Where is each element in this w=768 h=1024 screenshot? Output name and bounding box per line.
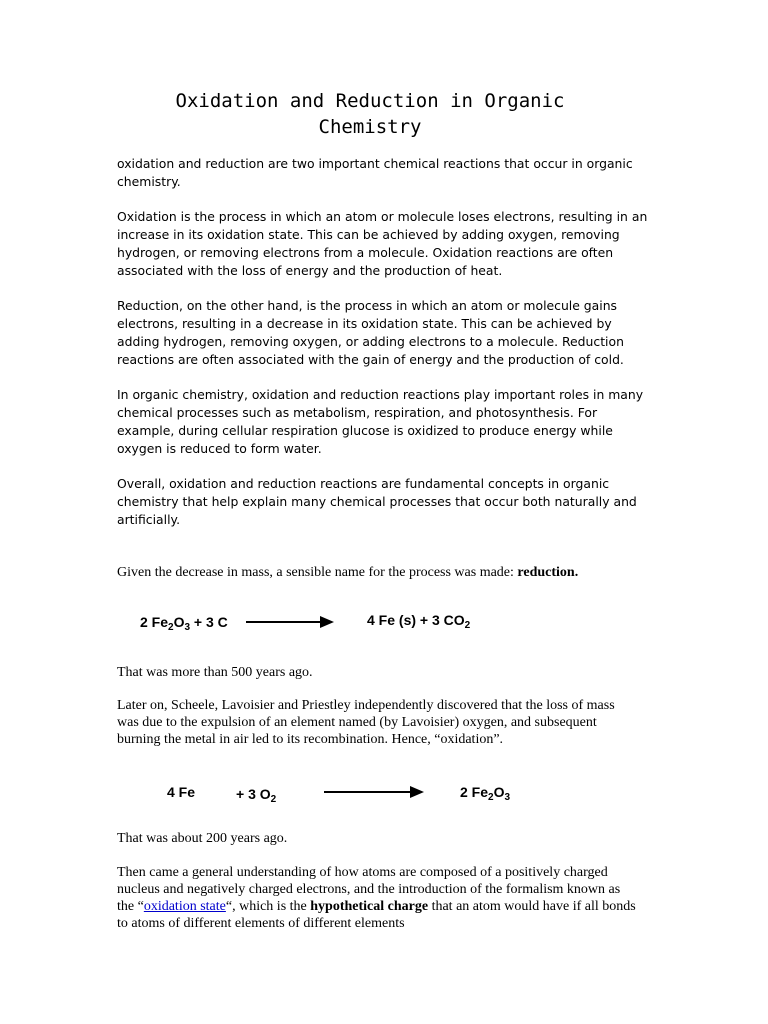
final-para-end: that an atom would have if all bonds to atoms of different elements of different elements — [117, 899, 636, 931]
paragraph-oxidation: Oxidation is the process in which an atom or molecule loses electrons, resulting in an increase in its oxidation state. This can be achieved by adding oxygen, removing hydrogen, or removing electrons from a molecule. Oxidation reactions are often associated with the loss of energy and the production of heat. — [117, 209, 648, 278]
final-para-mid: “, which is the — [225, 899, 311, 914]
eq2-sub-1: 2 — [488, 792, 494, 803]
reduction-term: reduction. — [517, 565, 579, 580]
eq1-co2-sub: 2 — [464, 620, 471, 631]
eq2-fe: 2 Fe — [460, 784, 489, 800]
eq2-sub-2: 3 — [504, 792, 511, 803]
final-para-start: Then came a general understanding of how atoms are composed of a positively charged nucleus and negatively charged electrons, and the introduction of the formalism known as the “ — [117, 865, 621, 914]
paragraph-reduction: Reduction, on the other hand, is the process in which an atom or molecule gains electrons, resulting in a decrease in its oxidation state. This can be achieved by adding hydrogen, removing oxygen, or adding electrons to a molecule. Reduction reactions are often associated with the gain of energy and the production of cold. — [117, 298, 624, 367]
eq1-products-text: 4 Fe (s) + 3 CO — [367, 612, 465, 628]
eq1-sub-2: 3 — [184, 622, 191, 633]
equation-2-iron: 4 Fe — [167, 784, 196, 800]
equation-2-oxygen — [236, 786, 277, 805]
eq1-o: O — [173, 614, 185, 630]
reduction-intro-text: Given the decrease in mass, a sensible name for the process was made: — [117, 565, 518, 580]
eq1-carbon: + 3 C — [190, 614, 228, 630]
paragraph-intro: oxidation and reduction are two important chemical reactions that occur in organic chemistry. — [117, 156, 633, 189]
paragraph-scheele: Later on, Scheele, Lavoisier and Priestley independently discovered that the loss of mass was due to the expulsion of an element named (by Lavoisier) oxygen, and subsequent burning the metal in air led to its recombination. Hence, “oxidation”. — [117, 698, 615, 747]
years-500-line: That was more than 500 years ago. — [117, 665, 313, 680]
eq1-fe: 2 Fe — [140, 614, 169, 630]
title-line-1: Oxidation and Reduction in Organic — [175, 90, 565, 112]
hypothetical-charge-term: hypothetical charge — [310, 899, 429, 914]
eq2-o2-sub: 2 — [270, 794, 277, 805]
title-line-2: Chemistry — [318, 116, 422, 138]
paragraph-oxidation-state — [117, 864, 637, 932]
equation-2-product — [460, 784, 511, 803]
paragraph-overall: Overall, oxidation and reduction reactions are fundamental concepts in organic chemistry that help explain many chemical processes that occur both naturally and artificially. — [117, 476, 637, 527]
equation-2-arrow-icon — [324, 786, 424, 798]
equation-1-arrow-icon — [246, 616, 334, 628]
eq2-o: O — [493, 784, 505, 800]
eq1-sub-1: 2 — [168, 622, 174, 633]
paragraph-organic-roles: In organic chemistry, oxidation and reduction reactions play important roles in many chemical processes such as metabolism, respiration, and photosynthesis. For example, during cellular respiration glucose is oxidized to produce energy while oxygen is reduced to form water. — [117, 387, 644, 456]
equation-1-reactants — [140, 614, 228, 633]
reduction-intro-line — [117, 564, 637, 581]
oxidation-state-link[interactable]: oxidation state — [143, 899, 226, 914]
eq2-o2: + 3 O — [236, 786, 271, 802]
years-200-line: That was about 200 years ago. — [117, 831, 288, 846]
page-title — [100, 88, 640, 140]
equation-1-products — [367, 612, 471, 631]
